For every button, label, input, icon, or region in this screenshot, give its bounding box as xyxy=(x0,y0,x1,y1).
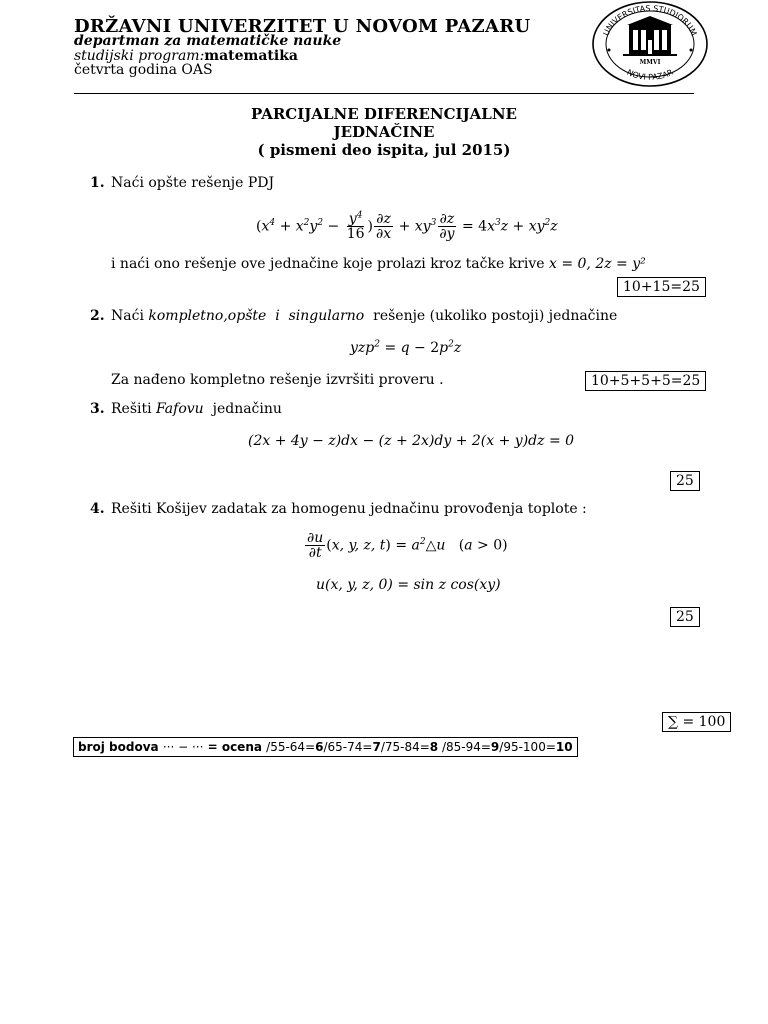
problem-3-number: 3. xyxy=(90,401,105,417)
exam-title-line1: PARCIJALNE DIFERENCIJALNE xyxy=(251,105,517,123)
grading-scale xyxy=(73,737,578,757)
problem-1-followup: i naći ono rešenje ove jednačine koje prolazi kroz tačke krive x = 0, 2z = y² xyxy=(111,256,646,272)
problem-4-equation: $\frac{\partial u}{\partial t}$ (x, y, z, $t) = a^2\triangle u$ (a > 0) xyxy=(307,530,508,561)
problem-1-number: 1. xyxy=(90,175,105,191)
study-year: četvrta godina OAS xyxy=(74,62,213,78)
exam-title-line2: JEDNAČINE xyxy=(333,123,435,141)
grading-label: broj bodova xyxy=(78,740,159,754)
grade-value: 7 xyxy=(372,740,381,754)
grade-range: /95-100= xyxy=(499,740,556,754)
problem-2-points: 10+5+5+5=25 xyxy=(585,371,706,391)
problem-2-followup: Za nađeno kompletno rešenje izvršiti proveru . xyxy=(111,372,444,388)
problem-4-points: 25 xyxy=(670,607,700,627)
grade-value: 8 xyxy=(429,740,439,754)
grade-value: 6 xyxy=(315,740,324,754)
program-label: studijski program: xyxy=(74,48,205,64)
grade-range: /65-74= xyxy=(323,740,373,754)
university-seal-icon xyxy=(591,0,709,88)
grade-range: /85-94= xyxy=(438,740,491,754)
grading-dots: ··· − ··· xyxy=(162,740,204,754)
header-divider xyxy=(74,93,694,94)
grading-ocena: = ocena xyxy=(207,740,262,754)
problem-2-text: Naći kompletno,opšte i singularno rešenje (ukoliko postoji) jednačine xyxy=(111,308,618,324)
seal-year-text: MMVI xyxy=(639,59,661,66)
university-name: DRŽAVNI UNIVERZITET U NOVOM PAZARU xyxy=(74,16,531,37)
problem-1-curve: x = 0, 2z = y² xyxy=(548,256,646,272)
seal-building xyxy=(623,16,677,56)
problem-1-points: 10+15=25 xyxy=(617,277,706,297)
total-points: ∑ = 100 xyxy=(662,712,731,732)
grade-value: 9 xyxy=(490,740,500,754)
problem-3-points: 25 xyxy=(670,471,700,491)
grade-value: 10 xyxy=(555,740,573,754)
problem-4-text: Rešiti Košijev zadatak za homogenu jednačinu provođenja toplote : xyxy=(111,501,587,517)
problem-4-number: 4. xyxy=(90,501,105,517)
department-name: departman za matematičke nauke xyxy=(74,33,342,49)
problem-1-equation: ($x^4 + x^2y^2$ − $\frac{y^4}{16}$ ) $\frac{\partial z}{\partial x}$ + $xy^3$ $\frac{\partial z}{\partial y}$ = $4x^3z + xy^2z$ xyxy=(256,210,558,242)
problem-2-equation: $yzp^2 = q - 2p^2z$ xyxy=(350,339,462,356)
problem-3-text: Rešiti Fafovu jednačinu xyxy=(111,401,282,417)
grade-range: /75-84= xyxy=(380,740,430,754)
seal-bottom-text: NOVI PAZAR xyxy=(625,67,675,82)
seal-top-text: UNIVERSITAS STUDIORUM xyxy=(601,3,699,38)
problem-2-number: 2. xyxy=(90,308,105,324)
grade-range: /55-64= xyxy=(266,740,316,754)
program-value: matematika xyxy=(204,48,298,64)
problem-4-initial-condition: u(x, y, z, 0) = sin z cos(xy) xyxy=(316,577,501,593)
problem-3-equation: (2x + 4y − z)dx − (z + 2x)dy + 2(x + y)dz = 0 xyxy=(248,433,575,449)
problem-1-text: Naći opšte rešenje PDJ xyxy=(111,175,275,191)
exam-subtitle: ( pismeni deo ispita, jul 2015) xyxy=(257,141,511,159)
